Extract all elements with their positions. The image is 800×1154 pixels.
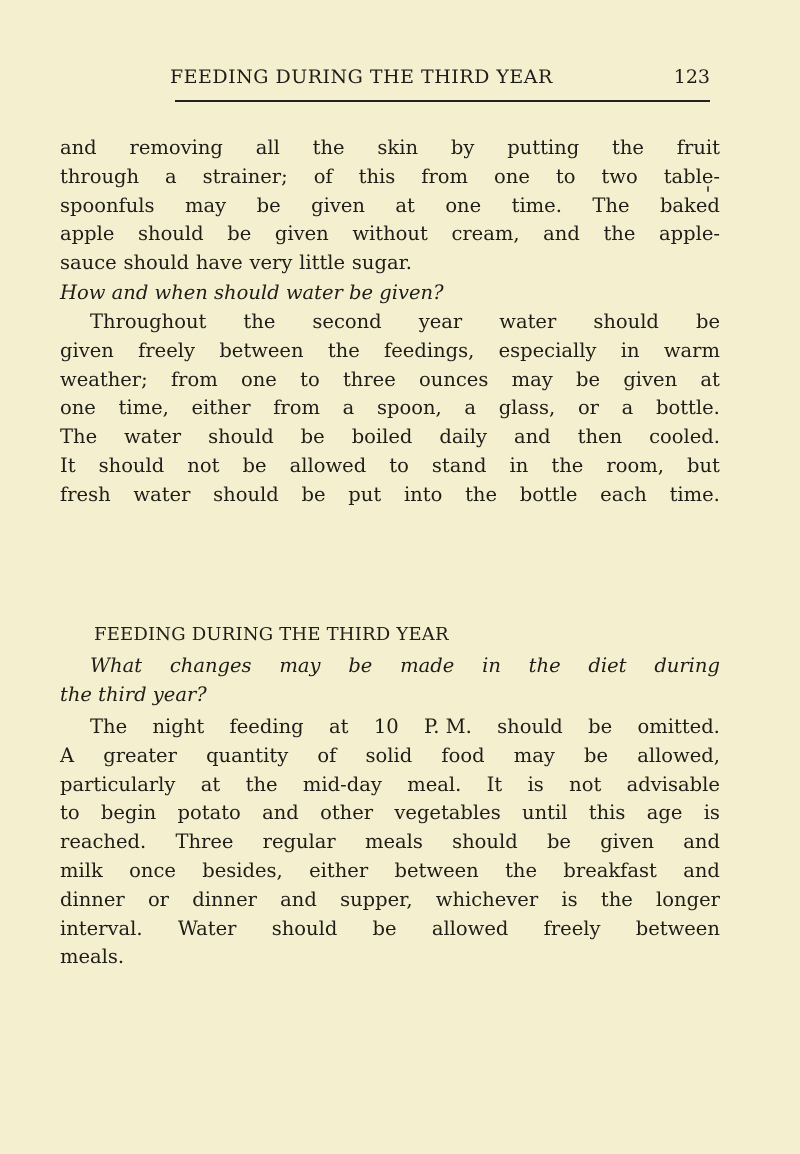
- word: from: [170, 367, 218, 391]
- word: boiled: [351, 425, 413, 449]
- word: meal.: [407, 772, 462, 796]
- word: once: [129, 858, 176, 882]
- word: dinner: [192, 887, 257, 911]
- word: two: [601, 164, 638, 188]
- word: by: [450, 136, 475, 159]
- paragraph-2-line-4: [60, 394, 720, 423]
- word: be: [256, 193, 281, 217]
- paragraph-3-line-7: [60, 886, 720, 915]
- paragraph-3: [60, 713, 720, 972]
- word: reached.: [60, 830, 147, 854]
- word: supper,: [340, 887, 413, 911]
- word: but: [686, 453, 720, 477]
- section-subheading: FEEDING DURING THE THIRD YEAR: [94, 624, 449, 645]
- word: be: [576, 367, 601, 391]
- word: the: [465, 482, 497, 506]
- word: then: [577, 425, 623, 449]
- word: table-: [663, 164, 720, 188]
- word: sauce: [60, 251, 117, 275]
- word: be: [584, 743, 609, 767]
- word: year: [418, 310, 463, 333]
- word: should: [98, 453, 165, 477]
- paragraph-3-line-1: [60, 713, 720, 742]
- word: this: [588, 801, 626, 825]
- word: be: [546, 830, 571, 854]
- question-1: [60, 279, 720, 308]
- word: particularly: [60, 772, 176, 796]
- paragraph-2-line-3: [60, 366, 720, 395]
- word: The: [90, 715, 128, 738]
- word: ounces: [419, 367, 489, 391]
- word: the: [505, 858, 538, 882]
- word: advisable: [626, 772, 720, 796]
- paragraph-2-line-7: [60, 481, 720, 510]
- word: from: [421, 164, 469, 188]
- word: solid: [365, 743, 413, 767]
- word: at: [700, 367, 720, 391]
- word: should: [271, 916, 338, 940]
- word: cooled.: [649, 425, 720, 449]
- word: begin: [100, 801, 157, 825]
- word: allowed,: [637, 743, 720, 767]
- word: given: [274, 222, 329, 246]
- word: spoonfuls: [60, 193, 155, 217]
- header-rule: [175, 100, 710, 102]
- word: the: [600, 887, 633, 911]
- word: given: [60, 338, 114, 362]
- paragraph-3-line-8: [60, 915, 720, 944]
- word: should: [138, 222, 204, 246]
- word: greater: [103, 743, 177, 767]
- page-header: [170, 66, 710, 96]
- word: or: [577, 396, 599, 420]
- word: milk: [60, 858, 103, 882]
- question-2: [60, 652, 720, 710]
- word: especially: [498, 338, 597, 362]
- word: bottle.: [655, 396, 720, 420]
- paragraph-3-line-3: [60, 771, 720, 800]
- word: and: [543, 222, 580, 246]
- word: water: [124, 425, 182, 449]
- word: the: [528, 654, 561, 677]
- word: spoon,: [376, 396, 442, 420]
- word: one: [494, 164, 530, 188]
- word: given: [623, 367, 678, 391]
- word: be: [695, 310, 720, 333]
- word: the: [327, 338, 360, 362]
- word: water: [499, 310, 557, 333]
- word: three: [342, 367, 396, 391]
- question-1-line: [60, 279, 720, 308]
- word: made: [400, 654, 455, 677]
- paragraph-2-line-2: [60, 337, 720, 366]
- word: Three: [175, 830, 234, 854]
- paragraph-1-line-5: [60, 249, 720, 278]
- word: the: [612, 136, 644, 159]
- word: is: [561, 887, 578, 911]
- word: have: [195, 251, 243, 275]
- word: and: [280, 887, 317, 911]
- word: little: [299, 251, 346, 275]
- word: and: [60, 136, 97, 159]
- word: omitted.: [637, 715, 720, 738]
- word: regular: [262, 830, 336, 854]
- word: in: [620, 338, 640, 362]
- word: to: [60, 801, 80, 825]
- word: should: [593, 310, 659, 333]
- word: each: [600, 482, 647, 506]
- word: weather;: [60, 367, 148, 391]
- word: from: [273, 396, 320, 420]
- word: longer: [656, 887, 720, 911]
- word: until: [522, 801, 568, 825]
- word: given: [600, 830, 655, 854]
- paragraph-1-line-4: [60, 220, 720, 249]
- word: food: [441, 743, 485, 767]
- word: a: [621, 396, 634, 420]
- word: to: [300, 367, 320, 391]
- word: feedings,: [384, 338, 475, 362]
- paragraph-1: [60, 134, 720, 278]
- word: other: [320, 801, 374, 825]
- word: to: [389, 453, 409, 477]
- word: be: [348, 654, 373, 677]
- paragraph-3-line-5: [60, 828, 720, 857]
- word: or: [147, 887, 169, 911]
- word: of: [313, 164, 333, 188]
- paragraph-1-line-1: [60, 134, 720, 163]
- word: at: [395, 193, 415, 217]
- word: is: [703, 801, 720, 825]
- paragraph-3-line-2: [60, 742, 720, 771]
- word: the: [243, 310, 276, 333]
- word: diet: [588, 654, 627, 677]
- word: breakfast: [563, 858, 657, 882]
- word: through: [60, 164, 140, 188]
- word: a: [464, 396, 477, 420]
- word: in: [509, 453, 529, 477]
- word: may: [279, 654, 321, 677]
- word: putting: [507, 136, 580, 159]
- word: potato: [177, 801, 241, 825]
- word: allowed: [289, 453, 367, 477]
- word: the: [551, 453, 584, 477]
- word: be: [588, 715, 613, 738]
- paragraph-1-line-2: [60, 163, 720, 192]
- word: between: [635, 916, 720, 940]
- word: one: [241, 367, 277, 391]
- word: time.: [669, 482, 720, 506]
- word: one: [445, 193, 482, 217]
- word: should: [123, 251, 190, 275]
- word: should: [452, 830, 518, 854]
- word: be: [227, 222, 252, 246]
- word: during: [654, 654, 720, 677]
- paragraph-2-line-5: [60, 423, 720, 452]
- word: whichever: [435, 887, 539, 911]
- word: It: [486, 772, 503, 796]
- word: should: [208, 425, 274, 449]
- word: put: [348, 482, 382, 506]
- word: What: [90, 654, 143, 677]
- word: may: [185, 193, 227, 217]
- word: a: [342, 396, 355, 420]
- word: of: [317, 743, 337, 767]
- word: all: [255, 136, 280, 159]
- word: a: [165, 164, 177, 188]
- word: this: [358, 164, 396, 188]
- paragraph-3-line-4: [60, 799, 720, 828]
- word: without: [352, 222, 428, 246]
- word: daily: [439, 425, 487, 449]
- word: time.: [511, 193, 562, 217]
- word: water: [133, 482, 191, 506]
- word: room,: [606, 453, 664, 477]
- word: apple-: [659, 222, 720, 246]
- word: interval.: [60, 916, 143, 940]
- word: Water: [177, 916, 237, 940]
- word: should: [213, 482, 279, 506]
- word: P. M.: [424, 715, 472, 738]
- word: age: [646, 801, 683, 825]
- word: dinner: [60, 887, 125, 911]
- word: cream,: [451, 222, 520, 246]
- word: meals: [364, 830, 423, 854]
- word: The: [592, 193, 630, 217]
- word: between: [394, 858, 479, 882]
- word: bottle: [519, 482, 578, 506]
- word: sugar.: [351, 251, 412, 275]
- word: meals.: [60, 945, 125, 969]
- word: freely: [138, 338, 196, 362]
- word: allowed: [431, 916, 509, 940]
- word: should: [497, 715, 563, 738]
- word: given: [311, 193, 365, 217]
- word: may: [511, 367, 553, 391]
- word: skin: [377, 136, 419, 159]
- word: It: [60, 453, 76, 477]
- paragraph-2-line-1: [60, 308, 720, 337]
- word: not: [187, 453, 220, 477]
- paragraph-1-line-3: [60, 192, 720, 221]
- paragraph-3-line-9: [60, 943, 720, 972]
- word: be: [301, 482, 326, 506]
- word: and: [262, 801, 299, 825]
- word: may: [513, 743, 555, 767]
- word: is: [527, 772, 544, 796]
- word: A: [60, 743, 75, 767]
- paragraph-2-line-6: [60, 452, 720, 481]
- word: the: [312, 136, 345, 159]
- word: either: [309, 858, 369, 882]
- word: night: [152, 715, 205, 738]
- word: second: [312, 310, 382, 333]
- word: vegetables: [394, 801, 501, 825]
- word: changes: [169, 654, 252, 677]
- word: not: [569, 772, 602, 796]
- running-head: FEEDING DURING THE THIRD YEAR: [170, 66, 553, 88]
- word: and: [513, 425, 551, 449]
- word: fruit: [676, 136, 720, 159]
- word: in: [482, 654, 501, 677]
- paragraph-2: [60, 308, 720, 510]
- word: into: [403, 482, 443, 506]
- word: strainer;: [202, 164, 288, 188]
- word: one: [60, 396, 96, 420]
- word: baked: [659, 193, 720, 217]
- page-number: 123: [673, 66, 710, 88]
- word: be: [242, 453, 267, 477]
- word: freely: [543, 916, 601, 940]
- word: between: [219, 338, 304, 362]
- paragraph-3-line-6: [60, 857, 720, 886]
- word: mid-day: [302, 772, 382, 796]
- word: to: [555, 164, 576, 188]
- word: fresh: [60, 482, 111, 506]
- word: removing: [129, 136, 223, 159]
- word: time,: [118, 396, 169, 420]
- word: at: [200, 772, 221, 796]
- word: either: [191, 396, 251, 420]
- word: and: [683, 830, 720, 854]
- question-2-line-2-text: the third year?: [60, 682, 207, 706]
- word: at: [328, 715, 349, 738]
- word: apple: [60, 222, 115, 246]
- question-1-text: How and when should water be given?: [60, 281, 444, 304]
- word: stand: [431, 453, 487, 477]
- word: quantity: [206, 743, 289, 767]
- word: glass,: [498, 396, 556, 420]
- word: be: [372, 916, 397, 940]
- question-2-line-1: [60, 652, 720, 681]
- question-2-line-2: [60, 681, 720, 710]
- word: Throughout: [90, 310, 207, 333]
- word: the: [603, 222, 636, 246]
- word: The: [60, 425, 98, 449]
- word: besides,: [202, 858, 283, 882]
- word: and: [683, 858, 720, 882]
- word: very: [249, 251, 293, 275]
- word: 10: [373, 715, 399, 738]
- word: feeding: [229, 715, 304, 738]
- word: be: [300, 425, 325, 449]
- word: warm: [663, 338, 720, 362]
- word: the: [245, 772, 278, 796]
